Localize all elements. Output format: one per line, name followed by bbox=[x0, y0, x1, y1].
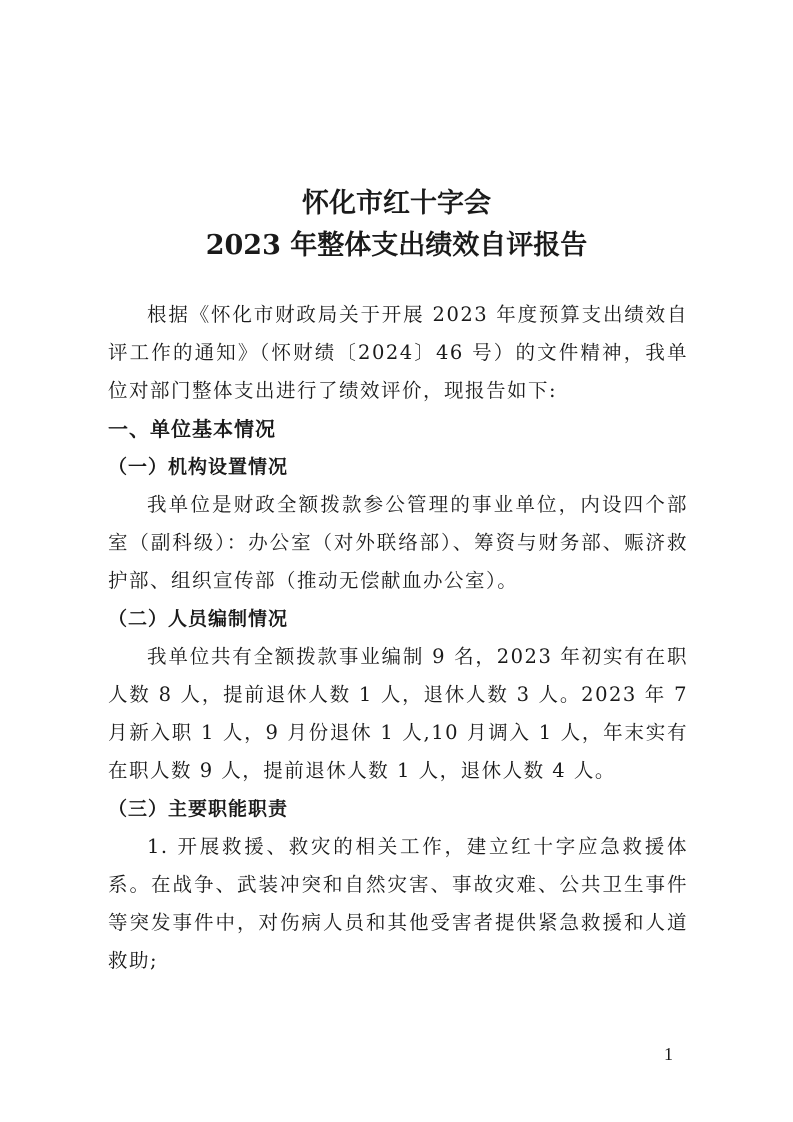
subsection-heading-staffing: （二）人员编制情况 bbox=[108, 608, 289, 630]
page-number: 1 bbox=[664, 1044, 673, 1064]
subsection-heading-functions: （三）主要职能职责 bbox=[108, 798, 289, 820]
intro-paragraph: 根据《怀化市财政局关于开展 2023 年度预算支出绩效自评工作的通知》（怀财绩〔2024〕46 号）的文件精神，我单位对部门整体支出进行了绩效评价，现报告如下: bbox=[108, 303, 688, 402]
staffing-paragraph: 我单位共有全额拨款事业编制 9 名，2023 年初实有在职人数 8 人，提前退休人数 1 人，退休人数 3 人。2023 年 7 月新入职 1 人，9 月份退休 1 人,10 月调入 1 人，年末实有在职人数 9 人，提前退休人数 1 人，退休人数 4 人。 bbox=[108, 645, 688, 782]
organization-paragraph: 我单位是财政全额拨款参公管理的事业单位，内设四个部室（副科级）：办公室（对外联络部）、筹资与财务部、赈济救护部、组织宣传部（推动无偿献血办公室）。 bbox=[108, 493, 688, 592]
document-title-line-2: 2023 年整体支出绩效自评报告 bbox=[205, 230, 588, 261]
document-title-line-1: 怀化市红十字会 bbox=[302, 188, 491, 219]
functions-item-1: 1. 开展救援、救灾的相关工作，建立红十字应急救援体系。在战争、武装冲突和自然灾害、事故灾难、公共卫生事件等突发事件中，对伤病人员和其他受害者提供紧急救援和人道救助; bbox=[108, 835, 688, 972]
section-heading-basic-info: 一、单位基本情况 bbox=[108, 417, 276, 441]
subsection-heading-organization: （一）机构设置情况 bbox=[108, 456, 289, 478]
